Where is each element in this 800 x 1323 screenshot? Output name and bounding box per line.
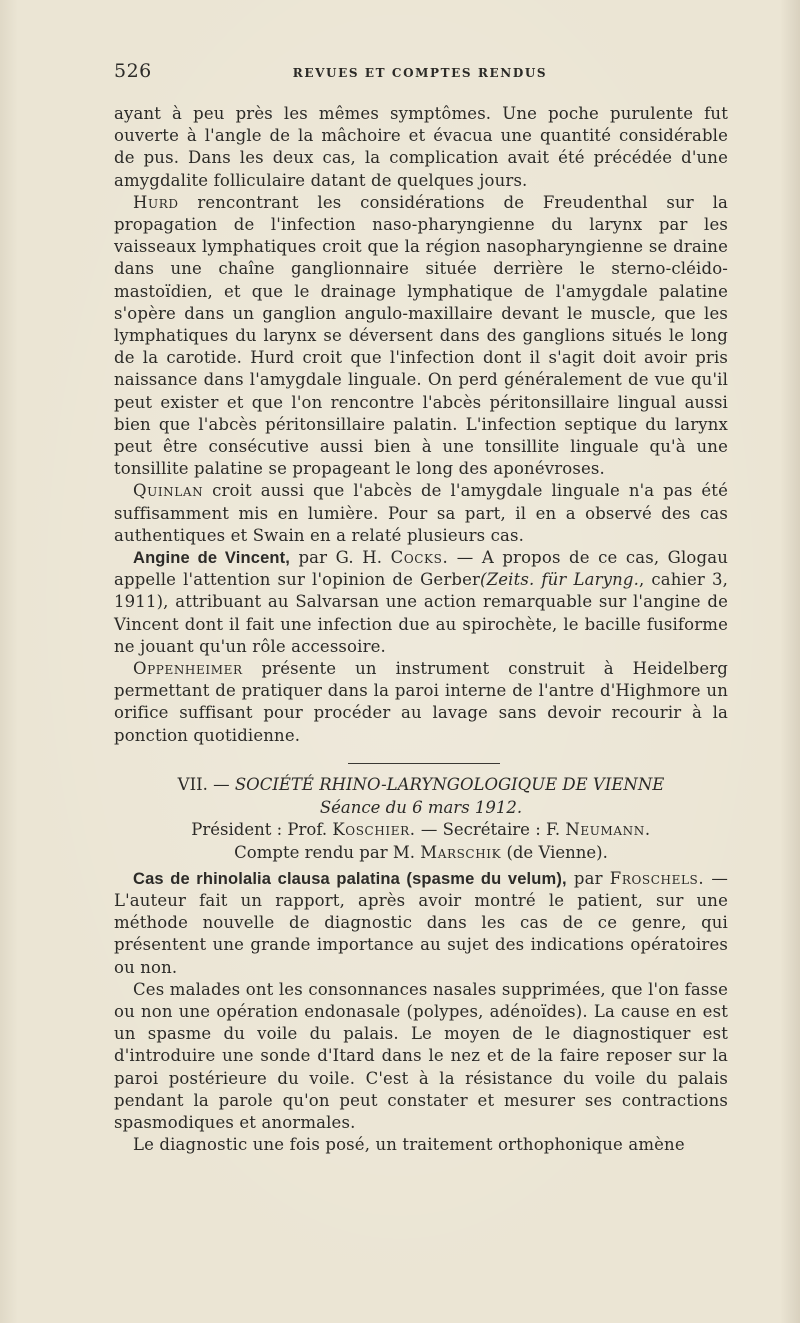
running-head: REVUES ET COMPTES RENDUS [292, 66, 548, 80]
paragraph-vincent [114, 547, 728, 658]
section-number: VII. — [177, 775, 230, 794]
reporter-name: Marschik [420, 842, 502, 862]
paragraph-text: — L'auteur fait un rapport, après avoir montré le patient, sur une méthode nouvelle de diagnostic dans les cas de ce genre, qui présentent une grande importance au sujet des indications opératoires ou non. [114, 868, 729, 977]
president-label: Président : Prof. [191, 820, 328, 840]
article-title: Cas de rhinolalia clausa palatina (spasme du velum), [133, 869, 567, 888]
paragraph-diagnostic [114, 1134, 728, 1156]
paragraph-text: , cahier 3, 1911), attribuant au Salvarsan une action remarquable sur l'angine de Vincent dont il fait une infection due au spirochète, le bacille fusiforme ne jouant qu'un rôle accessoire. [114, 570, 728, 656]
author-name: Oppenheimer [133, 659, 243, 679]
paragraph-text: par [573, 868, 603, 888]
session-date: Séance du 6 mars 1912. [319, 798, 523, 818]
report-line [114, 842, 728, 864]
page-number: 526 [114, 60, 152, 82]
journal-citation: (Zeits. für Laryng. [480, 570, 639, 590]
officers-line [114, 819, 728, 841]
paragraph-text: Le diagnostic une fois posé, un traitement orthophonique amène [133, 1135, 685, 1155]
author-name: Froschels. [609, 868, 705, 888]
secretary-name: Neumann. [565, 820, 651, 840]
page-header [114, 60, 726, 90]
president-name: Koschier. [332, 820, 416, 840]
paragraph-quinlan [114, 480, 728, 547]
section-vienna [114, 768, 728, 1156]
paragraph-text: par G. H. [298, 548, 383, 568]
section-heading [114, 774, 728, 796]
paragraph-rhinolalia [114, 868, 728, 979]
paragraph-text: — A propos de ce cas, Glogau appelle l'attention sur l'opinion de Gerber [114, 548, 728, 590]
paragraph-text: ayant à peu près les mêmes symptômes. Une poche purulente fut ouverte à l'angle de la mâchoire et évacua une quantité considérable de pus. Dans les deux cas, la complication avait été précédée d'une amygdalite folliculaire datant de quelques jours. [114, 104, 728, 190]
article-title: Angine de Vincent, [133, 549, 291, 568]
secretary-label: — Secrétaire : F. [420, 820, 561, 840]
paragraph-hurd [114, 192, 728, 481]
paragraph-text: rencontrant les considérations de Freudenthal sur la propagation de l'infection naso-pharyngienne du larynx par les vaisseaux lymphatiques croit que la région nasopharyngienne se draine dans une chaîne ganglionnaire située derrière le sterno-cléido-mastoïdien, et que le drainage lymphatique de l'amygdale palatine s'opère dans un ganglion angulo-maxillaire devant le muscle, que les lymphatiques du larynx se déversent dans des ganglions situés le long de la carotide. Hurd croit que l'infection dont il s'agit doit avoir pris naissance dans l'amygdale linguale. On perd généralement de vue qu'il peut exister et que l'on rencontre l'abcès péritonsillaire lingual aussi bien que l'abcès péritonsillaire palatin. L'infection septique du larynx peut être consécutive aussi bien à une tonsillite linguale qu'à une tonsillite palatine se propageant le long des aponévroses. [114, 192, 728, 479]
section-divider [348, 763, 500, 764]
paragraph-oppenheimer [114, 658, 728, 747]
paragraph-text: croit aussi que l'abcès de l'amygdale linguale n'a pas été suffisamment mis en lumière. Pour sa part, il en a observé des cas authentiques et Swain en a relaté plusieurs cas. [114, 481, 728, 545]
section-body [114, 868, 728, 1157]
body-text [114, 103, 728, 747]
paragraph-text: présente un instrument construit à Heidelberg permettant de pratiquer dans la paroi interne de l'antre d'Highmore un orifice suffisant pour procéder au lavage sans devoir recourir à la ponction quotidienne. [114, 659, 728, 745]
report-label: Compte rendu par M. [234, 842, 415, 862]
reporter-city: (de Vienne). [506, 842, 608, 862]
paragraph-text: Ces malades ont les consonnances nasales supprimées, que l'on fasse ou non une opération endonasale (polypes, adénoïdes). La cause en est un spasme du voile du palais. Le moyen de le diagnostiquer est d'introduire une sonde d'Itard dans le nez et de la faire reposer sur la paroi postérieure du voile. C'est à la résistance du voile du palais pendant la parole qu'on peut constater et mesurer ses contractions spasmodiques et anormales. [114, 979, 728, 1133]
section-title: SOCIÉTÉ RHINO-LARYNGOLOGIQUE DE VIENNE [234, 775, 665, 794]
author-name: Cocks. [390, 548, 449, 568]
author-name: Quinlan [133, 481, 204, 501]
author-name: Hurd [133, 192, 179, 212]
paragraph-consonnances [114, 979, 728, 1134]
paragraph-continuation [114, 103, 728, 192]
